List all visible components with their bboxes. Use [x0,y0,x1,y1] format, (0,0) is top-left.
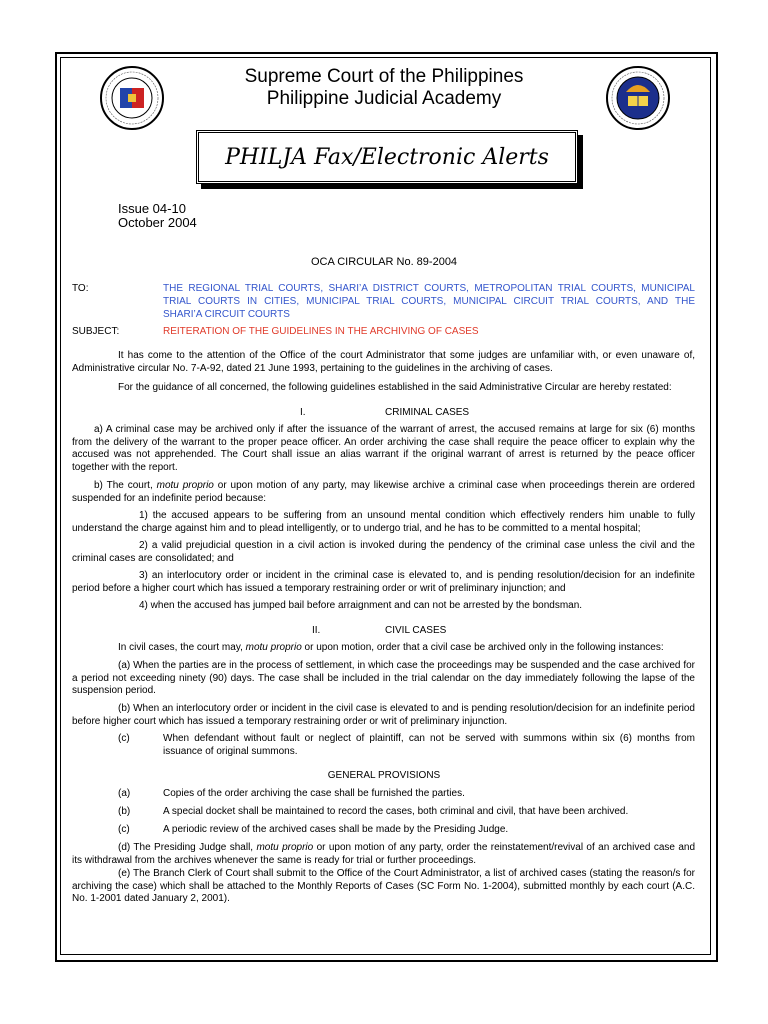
civil-para-c-label: (c) [118,733,130,744]
to-line-3: SHARI’A CIRCUIT COURTS [163,309,290,320]
issue-date: October 2004 [118,215,197,230]
general-c-label: (c) [118,824,130,835]
intro-paragraph-1: It has come to the attention of the Office of the court Administrator that some judges are unfamiliar with, or even unaware of, Administrative circular No. 7-A-92, dated 21 June 1993, pertaining to the guidelines in the archiving of cases. [72,350,695,374]
criminal-item-2: 2) a valid prejudicial question in a civil action is invoked during the pendency of the criminal case unless the civil and the criminal cases are consolidated; and [72,540,695,564]
general-d [72,842,695,867]
civil-para-c: When defendant without fault or neglect of plaintiff, can not be served with summons within six (6) months from issuance of original summons. [163,733,695,757]
criminal-para-b-pre: b) The court, [94,480,157,491]
civil-intro [118,642,664,655]
to-line-1: THE REGIONAL TRIAL COURTS, SHARI’A DISTRICT COURTS, METROPOLITAN TRIAL COURTS, MUNICIPAL [163,283,695,294]
section-1-heading: CRIMINAL CASES [385,407,470,418]
criminal-para-b [72,480,695,505]
criminal-item-1: 1) the accused appears to be suffering from an unsound mental condition which effectively renders him unable to fully understand the charge against him and to plead intelligently, or to undergo trial, and he has to be committed to a mental hospital; [72,510,695,534]
to-line-2: TRIAL COURTS IN CITIES, MUNICIPAL TRIAL COURTS, MUNICIPAL CIRCUIT TRIAL COURTS, AND THE [163,296,695,307]
general-e: (e) The Branch Clerk of Court shall submit to the Office of the Court Administrator, a list of archived cases (stating the reason/s for archiving the case) which shall be attached to the Monthly Reports of Cases (SC Form No. 1-2004), submitted monthly by each court (A.C. No. 1-2001 dated January 2, 2001). [72,868,695,904]
criminal-item-4: 4) when the accused has jumped bail before arraignment and can not be arrested by the bondsman. [139,600,583,611]
section-1-number: I. [300,407,306,418]
general-d-post: or upon motion of any party, order the reinstatement/revival of an archived case and its withdrawal from the archives whenever the same is ready for trial or further proceedings. [72,842,696,866]
civil-intro-pre: In civil cases, the court may, [118,642,246,653]
header-line-1: Supreme Court of the Philippines [244,66,524,87]
criminal-para-a: a) A criminal case may be archived only if after the issuance of the warrant of arrest, the accused remains at large for six (6) months from the delivery of the warrant to the proper peace officer. An order archiving the case shall require the peace officer to explain why the accused was not apprehended. The Court shall issue an alias warrant if the original warrant of arrest is returned by the peace officer together with the report. [72,424,695,473]
criminal-para-b-post: or upon motion of any party, may likewise archive a criminal case when proceedings therein are ordered suspended for an indefinite period because: [72,480,695,504]
general-d-pre: (d) The Presiding Judge shall, [118,842,257,853]
civil-intro-post: or upon motion, order that a civil case be archived only in the following instances: [301,642,664,653]
general-a: Copies of the order archiving the case shall be furnished the parties. [163,788,465,799]
criminal-item-3: 3) an interlocutory order or incident in the criminal case is elevated to, and is pending resolution/decision for an indefinite period before a higher court which has issued a temporary restraining order or writ of preliminary injunction; and [72,570,695,594]
section-2-heading: CIVIL CASES [385,625,447,636]
issue-number: Issue 04-10 [118,201,186,216]
general-provisions-heading: GENERAL PROVISIONS [327,770,441,781]
intro-paragraph-2: For the guidance of all concerned, the following guidelines established in the said Administrative Circular are hereby restated: [118,382,672,393]
alerts-banner: PHILJA Fax/Electronic Alerts [196,130,578,184]
general-b-label: (b) [118,806,131,817]
header-line-2: Philippine Judicial Academy [266,88,502,109]
civil-intro-italic: motu proprio [245,642,302,653]
criminal-para-b-italic: motu proprio [156,480,214,491]
subject-text: REITERATION OF THE GUIDELINES IN THE ARCHIVING OF CASES [163,326,479,337]
to-label: TO: [72,283,89,294]
general-d-italic: motu proprio [256,842,314,853]
civil-para-b: (b) When an interlocutory order or incident in the civil case is elevated to and is pending resolution/decision for an indefinite period before higher court which has issued a temporary restraining order or writ of preliminary injunction. [72,703,695,727]
general-c: A periodic review of the archived cases shall be made by the Presiding Judge. [163,824,509,835]
subject-label: SUBJECT: [72,326,120,337]
inner-border [60,57,711,955]
general-b: A special docket shall be maintained to record the cases, both criminal and civil, that have been archived. [163,806,629,817]
section-2-number: II. [312,625,321,636]
general-a-label: (a) [118,788,131,799]
civil-para-a: (a) When the parties are in the process of settlement, in which case the proceedings may be suspended and the case archived for a period not exceeding ninety (90) days. The case shall be included in the trial calendar on the day immediately following the lapse of the suspension period. [72,660,695,696]
circular-title: OCA CIRCULAR No. 89-2004 [310,256,458,268]
